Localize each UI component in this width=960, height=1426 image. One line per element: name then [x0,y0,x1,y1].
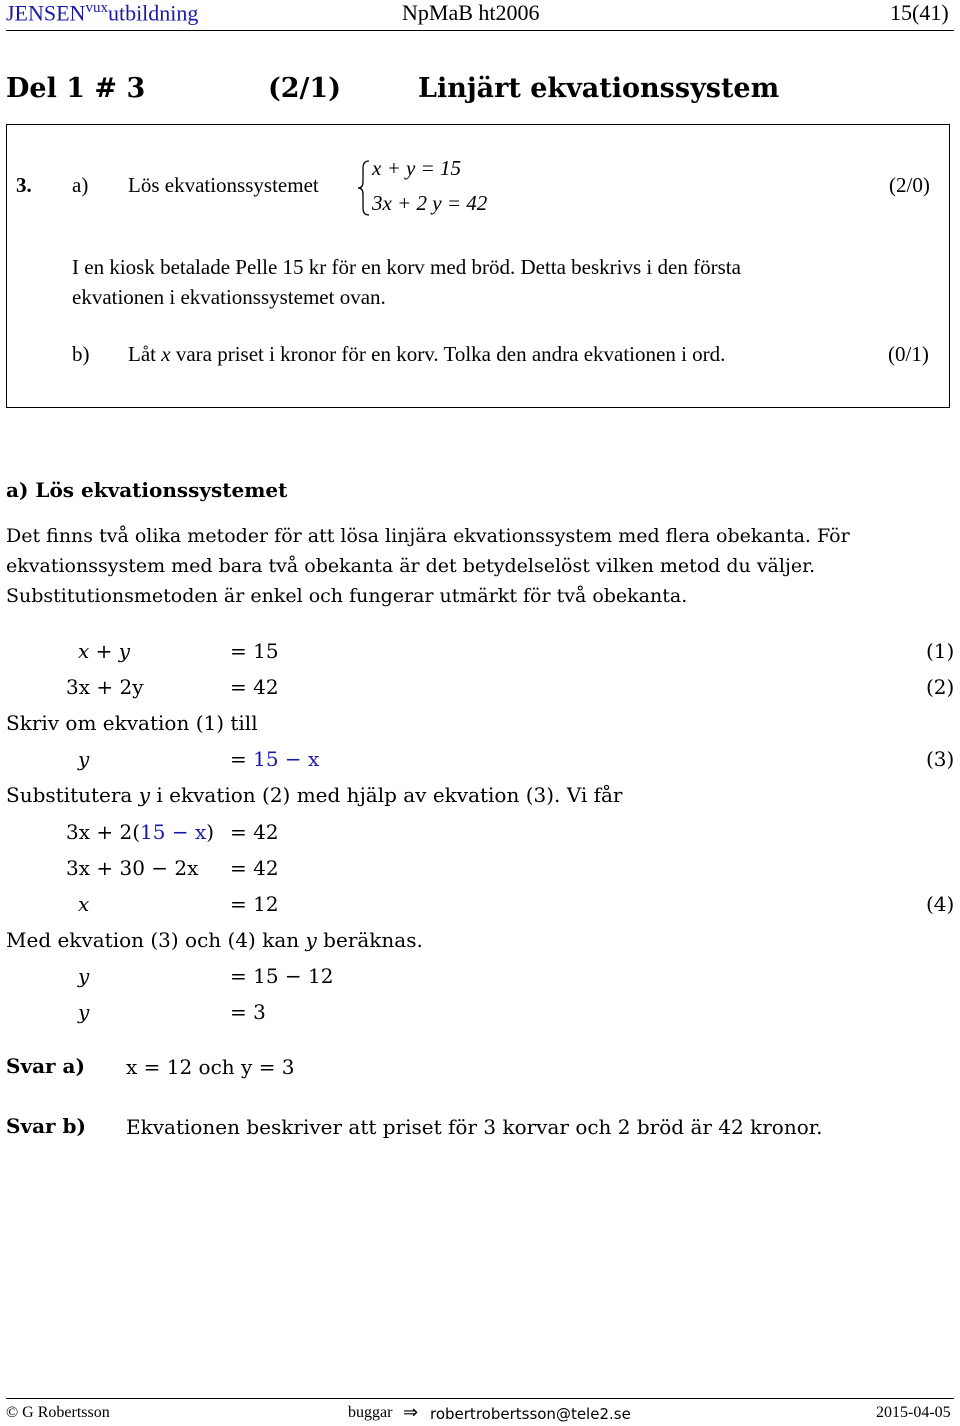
exam-code: NpMaB ht2006 [402,0,540,25]
section-title: Del 1 # 3 [6,73,146,104]
header-rule [6,30,954,31]
part-b-variable: x [161,342,171,366]
step-3-pre: Med ekvation (3) och (4) kan [6,928,306,952]
eq1-tag: (1) [926,639,955,663]
eq3-rhs-highlight: 15 − x [253,747,320,771]
footer-rule [6,1398,954,1399]
eq5-lhs: 3x + 30 − 2x [66,856,199,880]
eq7-rhs: = 15 − 12 [230,964,334,988]
intro-line-1: Det finns två olika metoder för att lösa linjära ekvationssystem med flera obekanta. För [6,525,850,547]
eq1-rhs: = 15 [230,639,279,663]
part-b-text [128,342,725,367]
eq6-tag: (4) [926,892,955,916]
eq4-lhs-a: 3x + 2( [66,820,141,844]
publisher-part-b: utbildning [107,0,199,26]
eq3-tag: (3) [926,747,955,771]
step-3-text [6,928,423,952]
step-3-post: beräknas. [316,928,423,952]
eq8-rhs: = 3 [230,1000,266,1024]
problem-number: 3. [16,173,32,197]
footer-bugs-label: buggar [348,1404,393,1421]
eq3-rhs-equals: = [230,747,254,771]
eq1-lhs: x + y [78,639,131,663]
part-b-points: (0/1) [888,342,929,366]
system-equation-1: x + y = 15 [372,156,461,180]
eq6-rhs: = 12 [230,892,279,916]
solution-heading: a) Lös ekvationssystemet [6,478,288,502]
context-line-1: I en kiosk betalade Pelle 15 kr för en korv med bröd. Detta beskrivs i den första [72,255,741,279]
answer-b-text: Ekvationen beskriver att priset för 3 korvar och 2 bröd är 42 kronor. [126,1115,823,1139]
system-equation-2: 3x + 2 y = 42 [372,191,488,215]
part-b-label: b) [72,342,90,366]
arrow-right-icon: ⇒ [403,1402,419,1422]
footer-date: 2015-04-05 [876,1404,951,1421]
eq5-rhs: = 42 [230,856,279,880]
eq3-lhs: y [78,747,90,771]
section-topic: Linjärt ekvationssystem [418,73,780,104]
eq6-lhs: x [78,892,90,916]
eq2-tag: (2) [926,675,955,699]
step-1-text: Skriv om ekvation (1) till [6,711,258,735]
part-a-text: Lös ekvationssystemet [128,173,319,197]
step-3-variable: y [305,928,317,952]
step-2-variable: y [138,783,151,807]
step-2-text [6,783,623,807]
answer-b-label: Svar b) [6,1114,86,1138]
eq7-lhs: y [78,964,90,988]
publisher-sup: vux [85,0,108,16]
eq2-lhs: 3x + 2y [66,675,144,699]
page-number: 15(41) [890,0,949,25]
publisher-part-a: JENSEN [6,0,86,26]
intro-line-2: ekvationssystem med bara två obekanta är det betydelselöst vilken metod du väljer. [6,555,816,577]
footer-email-link[interactable]: robertrobertsson@tele2.se [430,1405,631,1423]
eq3-rhs [230,747,319,771]
publisher-name [6,0,198,26]
eq2-rhs: = 42 [230,675,279,699]
context-line-2: ekvationen i ekvationssystemet ovan. [72,285,386,309]
part-b-text-post: vara priset i kronor för en korv. Tolka den andra ekvationen i ord. [170,342,726,366]
intro-line-3: Substitutionsmetoden är enkel och fungerar utmärkt för två obekanta. [6,585,688,607]
eq4-rhs: = 42 [230,820,279,844]
eq4-lhs-highlight: 15 − x [140,820,207,844]
eq8-lhs: y [78,1000,90,1024]
system-brace-icon [358,160,370,216]
part-a-points: (2/0) [889,173,930,197]
answer-a-label: Svar a) [6,1054,85,1078]
step-2-post: i ekvation (2) med hjälp av ekvation (3). Vi får [150,783,623,807]
answer-a-text: x = 12 och y = 3 [126,1055,295,1079]
footer-author: © G Robertsson [6,1404,110,1421]
step-2-pre: Substitutera [6,783,139,807]
eq4-lhs [66,820,214,844]
section-points: (2/1) [268,73,341,104]
part-a-label: a) [72,173,89,197]
part-b-text-pre: Låt [128,342,162,366]
eq4-lhs-c: ) [206,820,215,844]
